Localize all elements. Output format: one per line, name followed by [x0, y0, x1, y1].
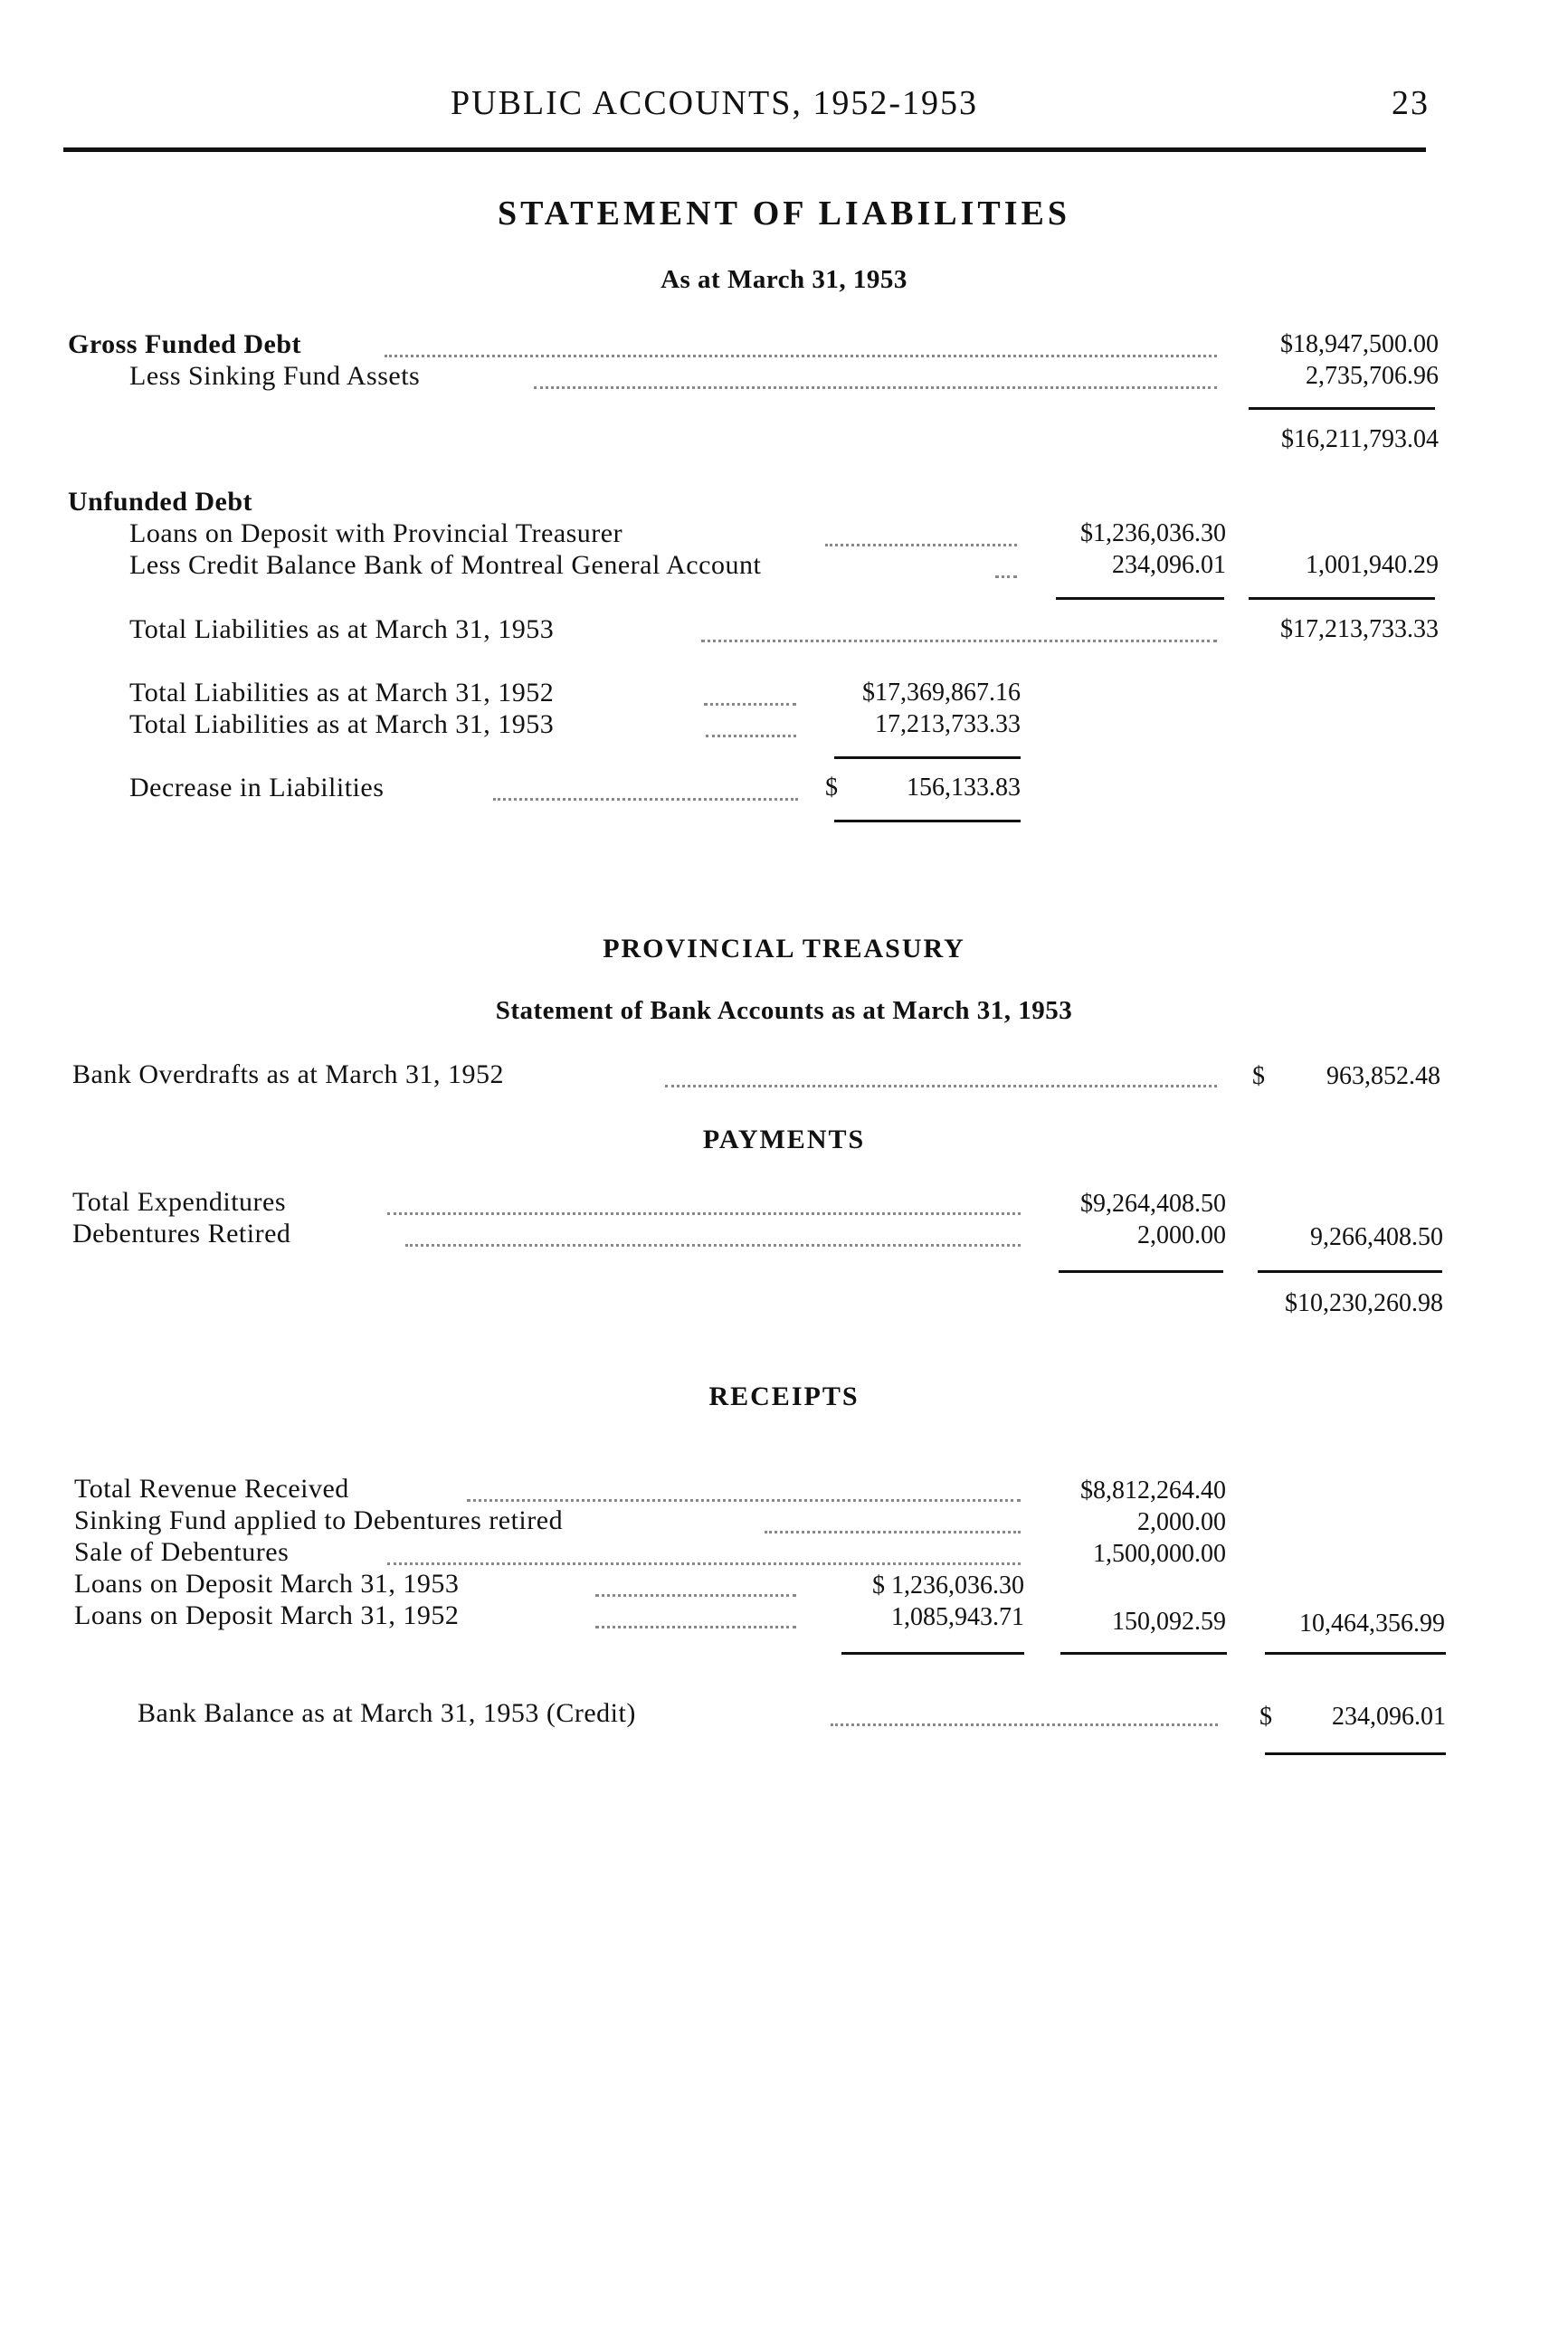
leader-dots: [595, 1626, 796, 1628]
loans-label: Loans on Deposit with Provincial Treasurer: [129, 518, 623, 548]
sinking-fund-value: 2,735,706.96: [1306, 362, 1439, 390]
total-1952-value: $17,369,867.16: [862, 679, 1021, 707]
debentures-retired-label: Debentures Retired: [72, 1219, 291, 1248]
subtotal-rule: [841, 1652, 1024, 1655]
payments-heading: PAYMENTS: [702, 1125, 866, 1154]
subtotal-rule: [1249, 407, 1435, 410]
gross-funded-label: Gross Funded Debt: [68, 329, 301, 359]
overdraft-dollar: $: [1252, 1062, 1265, 1090]
sale-label: Sale of Debentures: [74, 1537, 290, 1567]
gross-funded-value: $18,947,500.00: [1280, 330, 1439, 358]
loans53-label: Loans on Deposit March 31, 1953: [74, 1569, 460, 1599]
loans52-value: 1,085,943.71: [891, 1603, 1024, 1631]
subtotal-rule: [1060, 1652, 1227, 1655]
leader-dots: [595, 1594, 796, 1597]
leader-dots: [467, 1499, 1021, 1502]
running-title: PUBLIC ACCOUNTS, 1952-1953: [451, 84, 978, 122]
leader-dots: [534, 386, 1217, 389]
leader-dots: [387, 1212, 1021, 1215]
subtotal-rule: [1059, 1270, 1223, 1273]
expenditures-value: $9,264,408.50: [1080, 1190, 1226, 1218]
total-rule: [1265, 1752, 1446, 1755]
total-1953-label: Total Liabilities as at March 31, 1953: [129, 709, 555, 739]
receipts-heading: RECEIPTS: [708, 1381, 860, 1411]
unfunded-label: Unfunded Debt: [68, 487, 253, 517]
liabilities-subtitle: As at March 31, 1953: [660, 265, 908, 294]
expenditures-label: Total Expenditures: [72, 1187, 287, 1217]
loans52-label: Loans on Deposit March 31, 1952: [74, 1600, 460, 1630]
header-rule: [63, 147, 1426, 152]
decrease-value: 156,133.83: [907, 774, 1021, 802]
overdraft-label: Bank Overdrafts as at March 31, 1952: [72, 1059, 505, 1089]
leader-dots: [831, 1723, 1218, 1726]
total-1952-label: Total Liabilities as at March 31, 1952: [129, 678, 555, 707]
page-number: 23: [1392, 84, 1430, 122]
receipts-total: 10,464,356.99: [1299, 1609, 1445, 1638]
decrease-label: Decrease in Liabilities: [129, 773, 385, 802]
leader-dots: [493, 798, 798, 801]
debentures-retired-value: 2,000.00: [1137, 1221, 1226, 1249]
credit-label: Less Credit Balance Bank of Montreal General Account: [129, 550, 762, 580]
leader-dots: [704, 703, 796, 706]
revenue-label: Total Revenue Received: [74, 1474, 349, 1504]
loans-diff: 150,092.59: [1112, 1608, 1226, 1636]
liabilities-title: STATEMENT OF LIABILITIES: [497, 195, 1071, 233]
subtotal-rule: [1265, 1652, 1446, 1655]
total-value: $17,213,733.33: [1280, 615, 1439, 643]
sinking-fund-label: Less Sinking Fund Assets: [129, 361, 421, 391]
balance-label: Bank Balance as at March 31, 1953 (Credit): [138, 1698, 636, 1728]
unfunded-net-value: 1,001,940.29: [1306, 551, 1439, 579]
sinking-applied-label: Sinking Fund applied to Debentures retired: [74, 1505, 564, 1535]
leader-dots: [385, 355, 1217, 357]
net-funded-value: $16,211,793.04: [1281, 425, 1439, 453]
leader-dots: [665, 1085, 1217, 1087]
leader-dots: [387, 1562, 1021, 1565]
treasury-title: PROVINCIAL TREASURY: [603, 934, 965, 964]
leader-dots: [706, 735, 796, 737]
revenue-value: $8,812,264.40: [1080, 1476, 1226, 1505]
balance-dollar: $: [1259, 1703, 1272, 1731]
leader-dots: [405, 1244, 1021, 1247]
sale-value: 1,500,000.00: [1093, 1540, 1226, 1568]
payments-total: 9,266,408.50: [1310, 1223, 1443, 1251]
subtotal-rule: [834, 756, 1021, 759]
total-label: Total Liabilities as at March 31, 1953: [129, 614, 555, 644]
leader-dots: [765, 1531, 1021, 1533]
treasury-subtitle: Statement of Bank Accounts as at March 31, 1953: [495, 996, 1073, 1025]
leader-dots: [825, 544, 1017, 546]
credit-value: 234,096.01: [1112, 551, 1226, 579]
subtotal-rule: [1249, 597, 1435, 600]
decrease-dollar: $: [825, 774, 838, 802]
overdraft-value: 963,852.48: [1326, 1062, 1440, 1090]
total-1953-value: 17,213,733.33: [875, 710, 1021, 738]
loans53-value: $ 1,236,036.30: [872, 1571, 1024, 1600]
total-rule: [834, 820, 1021, 822]
payments-grand: $10,230,260.98: [1285, 1289, 1443, 1317]
subtotal-rule: [1056, 597, 1224, 600]
sinking-applied-value: 2,000.00: [1137, 1508, 1226, 1536]
subtotal-rule: [1258, 1270, 1442, 1273]
balance-value: 234,096.01: [1332, 1703, 1446, 1731]
loans-value: $1,236,036.30: [1080, 519, 1226, 547]
leader-dots: [701, 640, 1217, 642]
